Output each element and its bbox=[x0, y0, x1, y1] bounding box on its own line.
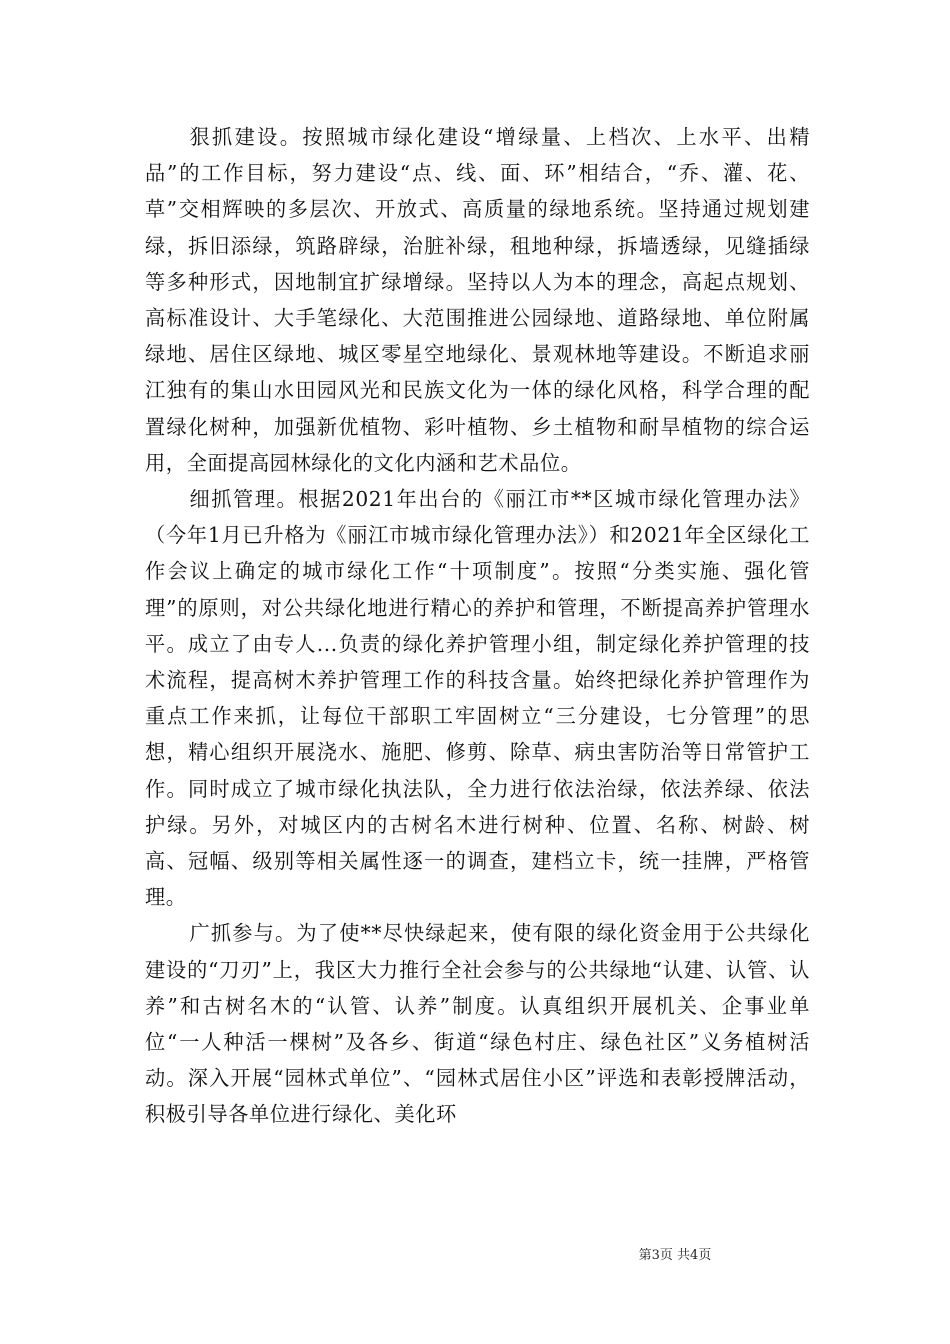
document-body bbox=[145, 119, 810, 1133]
page-number: 第3页 共4页 bbox=[638, 1248, 712, 1263]
paragraph-management: 细抓管理。根据2021年出台的《丽江市**区城市绿化管理办法》（今年1月已升格为《丽江市城市绿化管理办法》）和2021年全区绿化工作会议上确定的城市绿化工作“十项制度”。按照“分类实施、强化管理”的原则，对公共绿化地进行精心的养护和管理，不断提高养护管理水平。成立了由专人...负责的绿化养护管理小组，制定绿化养护管理的技术流程，提高树木养护管理工作的科技含量。始终把绿化养护管理作为重点工作来抓，让每位干部职工牢固树立“三分建设，七分管理”的思想，精心组织开展浇水、施肥、修剪、除草、病虫害防治等日常管护工作。同时成立了城市绿化执法队，全力进行依法治绿，依法养绿、依法护绿。另外，对城区内的古树名木进行树种、位置、名称、树龄、树高、冠幅、级别等相关属性逐一的调查，建档立卡，统一挂牌，严格管理。 bbox=[145, 487, 810, 910]
paragraph-participation: 广抓参与。为了使**尽快绿起来，使有限的绿化资金用于公共绿化建设的“刀刃”上，我区大力推行全社会参与的公共绿地“认建、认管、认养”和古树名木的“认管、认养”制度。认真组织开展机关、企事业单位“一人种活一棵树”及各乡、街道“绿色村庄、绿色社区”义务植树活动。深入开展“园林式单位”、“园林式居住小区”评选和表彰授牌活动，积极引导各单位进行绿化、美化环 bbox=[145, 921, 810, 1127]
paragraph-construction: 狠抓建设。按照城市绿化建设“增绿量、上档次、上水平、出精品”的工作目标，努力建设“点、线、面、环”相结合，“乔、灌、花、草”交相辉映的多层次、开放式、高质量的绿地系统。坚持通过规划建绿，拆旧添绿，筑路辟绿，治脏补绿，租地种绿，拆墙透绿，见缝插绿等多种形式，因地制宜扩绿增绿。坚持以人为本的理念，高起点规划、高标准设计、大手笔绿化、大范围推进公园绿地、道路绿地、单位附属绿地、居住区绿地、城区零星空地绿化、景观林地等建设。不断追求丽江独有的集山水田园风光和民族文化为一体的绿化风格，科学合理的配置绿化树种，加强新优植物、彩叶植物、乡土植物和耐旱植物的综合运用，全面提高园林绿化的文化内涵和艺术品位。 bbox=[145, 125, 810, 475]
